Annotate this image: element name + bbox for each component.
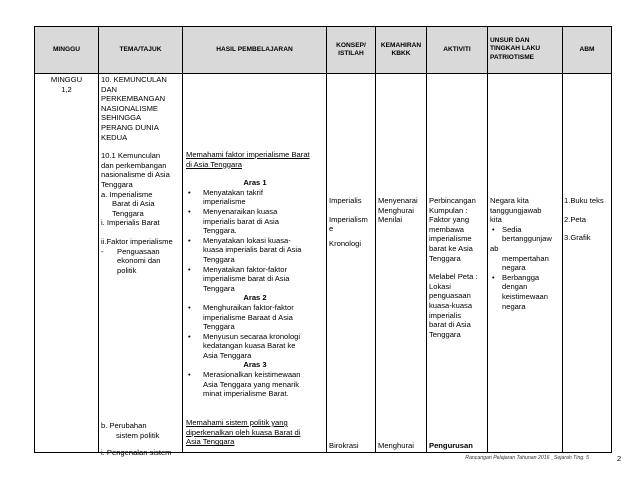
values-line: kita xyxy=(490,215,502,225)
activity-line: imperialis xyxy=(429,310,462,320)
item-i-2: i. Pengenalan sistem xyxy=(101,448,172,458)
outcome-item-line: Asia Tenggara yang menarik xyxy=(203,379,300,389)
subtopic-line: dan perkembangan xyxy=(101,160,167,170)
theme-title-line: PERANG DUNIA xyxy=(101,122,159,132)
values-bullet-line: • Sedia xyxy=(502,224,522,234)
col-border-2 xyxy=(182,26,183,453)
header-bottom-border xyxy=(34,73,612,74)
outcome-item-line: Tenggara xyxy=(203,322,235,332)
dash-item-line-2: ekonomi dan xyxy=(117,256,161,266)
item-b-line-1: b. Perubahan xyxy=(101,421,147,430)
activity-line: kuasa-kuasa xyxy=(429,300,473,310)
outcome-item-line: kuasa imperialis barat di Asia xyxy=(203,245,302,255)
outcome-item-line: • Merasionalkan keistimewaan xyxy=(203,370,301,380)
col-border-1 xyxy=(98,26,99,453)
aid-item: 3.Grafik xyxy=(564,233,591,243)
outcome2-heading-line-3: Asia Tenggara xyxy=(186,437,235,447)
values-bullet-line: bertanggunjaw xyxy=(502,234,552,244)
week-cell xyxy=(35,75,98,94)
item-a-line-3: Tenggara xyxy=(112,208,144,218)
values-line: Negara kita xyxy=(490,196,529,205)
theme-title xyxy=(101,75,181,142)
header-unsur-line-3: PATRIOTISME xyxy=(490,53,535,61)
values-bullet-line: keistimewaan xyxy=(502,291,549,301)
theme-title-line: SEHINGGA xyxy=(101,113,142,123)
activity-line: Melabel Peta : xyxy=(429,272,478,282)
values-line: tanggungjawab xyxy=(490,205,542,215)
values-bullet-line: ab xyxy=(490,243,499,253)
header-unsur xyxy=(490,37,562,62)
subtopic xyxy=(101,151,181,189)
item-ii: ii.Faktor imperialisme xyxy=(101,236,173,246)
activity-line: Tenggara xyxy=(429,253,461,263)
values-cell xyxy=(490,196,562,311)
outcome-item-line: • Menyatakan faktor-faktor xyxy=(203,264,287,274)
outcome2-heading-line-1: Memahami sistem politik yang xyxy=(186,418,288,427)
dash-item-line-1 xyxy=(101,247,181,257)
level-2-label: Aras 2 xyxy=(243,293,267,303)
values-bullet xyxy=(490,273,562,311)
outcome-item-line: • Menyenaraikan kuasa xyxy=(203,206,278,216)
aid-item: 2.Peta xyxy=(564,214,586,224)
activity-line: barat ke Asia xyxy=(429,243,473,253)
header-tema: TEMA/TAJUK xyxy=(119,46,162,53)
week-label: MINGGU xyxy=(50,75,83,84)
outcome-item-line: imperialis barat di Asia xyxy=(203,216,279,226)
outcome-item-line: imperialisme Baraat d Asia xyxy=(203,312,293,322)
outcome-item xyxy=(186,207,324,236)
header-minggu: MINGGU xyxy=(52,46,81,53)
values-bullet-line: dengan xyxy=(502,282,528,292)
activity-line: Perbincangan xyxy=(429,196,476,205)
activity-line: penguasaan xyxy=(429,291,471,301)
concept-term-cont: e xyxy=(329,224,334,234)
activity-line: Lokasi xyxy=(429,281,451,291)
header-konsep-line-1: KONSEP/ xyxy=(336,42,366,49)
outcome-item xyxy=(186,265,324,294)
header-kemahiran-line-2: KBKK xyxy=(391,50,411,58)
outcome-item-line: • Menghuraikan faktor-faktor xyxy=(203,302,294,312)
header-abm: ABM xyxy=(579,46,595,53)
outcome-item xyxy=(186,236,324,265)
outcome-cell-2 xyxy=(186,418,324,447)
level-3-label: Aras 3 xyxy=(243,360,267,370)
col-border-5 xyxy=(426,26,427,453)
header-kemahiran-line-1: KEMAHIRAN xyxy=(380,42,422,49)
outcome2-heading-line-2: diperkenalkan oleh kuasa Barat di xyxy=(186,427,301,437)
col-border-4 xyxy=(375,26,376,453)
theme-cell xyxy=(101,75,181,275)
theme-title-line: DAN xyxy=(101,84,118,94)
item-a-line-1: a. Imperialisme xyxy=(101,189,153,199)
concept-cell xyxy=(329,196,375,248)
header-konsep xyxy=(327,42,375,59)
item-a-line-2: Barat di Asia xyxy=(112,199,155,209)
outcome-item-line: • Menyusun secaraa kronologi xyxy=(203,331,301,341)
activity-line: membawa xyxy=(429,224,465,234)
skill-item: Menyenarai xyxy=(378,196,418,205)
theme-title-line: PERKEMBANGAN xyxy=(101,94,166,104)
header-aktiviti: AKTIVITI xyxy=(443,46,471,53)
outcome-item-line: Tenggara xyxy=(203,283,235,293)
activity-line: Kumpulan : xyxy=(429,205,468,215)
item-b-line-2: sistem politik xyxy=(116,430,160,440)
outcome-item xyxy=(186,188,324,207)
theme-cell-b xyxy=(101,421,181,458)
values-bullet-line: negara xyxy=(502,301,526,311)
theme-title-line: NASIONALISME xyxy=(101,103,158,113)
subtopic-line: 10.1 Kemunculan xyxy=(101,151,161,161)
table-top-border xyxy=(34,26,612,27)
page-number: 2 xyxy=(617,454,622,463)
skills-cell xyxy=(378,196,426,225)
outcome-item-line: imperialisme xyxy=(203,197,246,207)
activity-cell xyxy=(429,196,487,339)
outcome-item-line: • Menyatakan lokasi kuasa- xyxy=(203,235,291,245)
col-border-7 xyxy=(562,26,563,453)
outcome-item xyxy=(186,303,324,332)
activity-line: Faktor yang xyxy=(429,215,470,225)
header-kemahiran xyxy=(376,42,426,59)
outcome-item-line: • Menyatakan takrif xyxy=(203,187,263,197)
subtopic-line: Tenggara xyxy=(101,179,133,189)
theme-title-line: KEDUA xyxy=(101,132,128,142)
concept-term-last: Birokrasi xyxy=(329,441,359,450)
concept-term: Imperialis xyxy=(329,196,362,205)
subtopic-line: nasionalisme di Asia xyxy=(101,170,170,180)
outcome-item-line: Tenggara xyxy=(203,254,235,264)
skill-item-last: Menghurai xyxy=(378,441,414,450)
header-unsur-line-1: UNSUR DAN xyxy=(490,37,530,44)
footer-text: Rancangan Pelajaran Tahunan 2016 _Sejarah Ting. 5 xyxy=(465,455,589,461)
outcome-item xyxy=(186,332,324,361)
header-hasil: HASIL PEMBELAJARAN xyxy=(216,46,293,53)
header-unsur-line-2: TINGKAH LAKU xyxy=(490,45,541,53)
values-bullet xyxy=(490,225,562,244)
col-border-6 xyxy=(487,26,488,453)
outcome-cell xyxy=(186,150,324,399)
outcome-item-line: minat imperialisme Barat. xyxy=(203,389,289,399)
header-konsep-line-2: ISTILAH xyxy=(338,50,364,58)
level-1-label: Aras 1 xyxy=(243,178,267,188)
week-number: 1,2 xyxy=(61,84,72,94)
item-i: i. Imperialis Barat xyxy=(101,218,160,228)
aid-item: 1.Buku teks xyxy=(564,196,604,205)
values-bullet-line: negara xyxy=(502,263,526,273)
values-bullet-line: mempertahan xyxy=(502,253,549,263)
activity-last: Pengurusan xyxy=(429,441,473,450)
dash-item-text: Penguasaan xyxy=(117,246,160,256)
theme-title-line: 10. KEMUNCULAN xyxy=(101,75,167,84)
outcome-item xyxy=(186,370,324,399)
outcome-heading-line-2: di Asia Tenggara xyxy=(186,159,243,169)
outcome-heading-line-1: Memahami faktor imperialisme Barat xyxy=(186,150,310,159)
values-bullet-line: • Berbangga xyxy=(502,272,540,282)
outcome-item-line: imperialisme barat di Asia xyxy=(203,274,290,284)
outcome-item-line: Asia Tenggara xyxy=(203,350,252,360)
skill-item: Menghurai xyxy=(378,205,414,215)
skill-item: Menilai xyxy=(378,215,403,225)
activity-line: imperialisme xyxy=(429,234,472,244)
outcome-item-line: Tenggara. xyxy=(203,226,237,236)
outcome-item-line: kedatangan kuasa Barat ke xyxy=(203,341,296,351)
dash-item-line-3: politik xyxy=(117,265,137,275)
teaching-aids-cell xyxy=(564,196,612,243)
concept-term: Kronologi xyxy=(329,238,362,248)
col-border-3 xyxy=(326,26,327,453)
concept-term: Imperialism xyxy=(329,214,368,224)
activity-line: barat di Asia xyxy=(429,320,471,330)
activity-line: Tenggara xyxy=(429,329,461,339)
